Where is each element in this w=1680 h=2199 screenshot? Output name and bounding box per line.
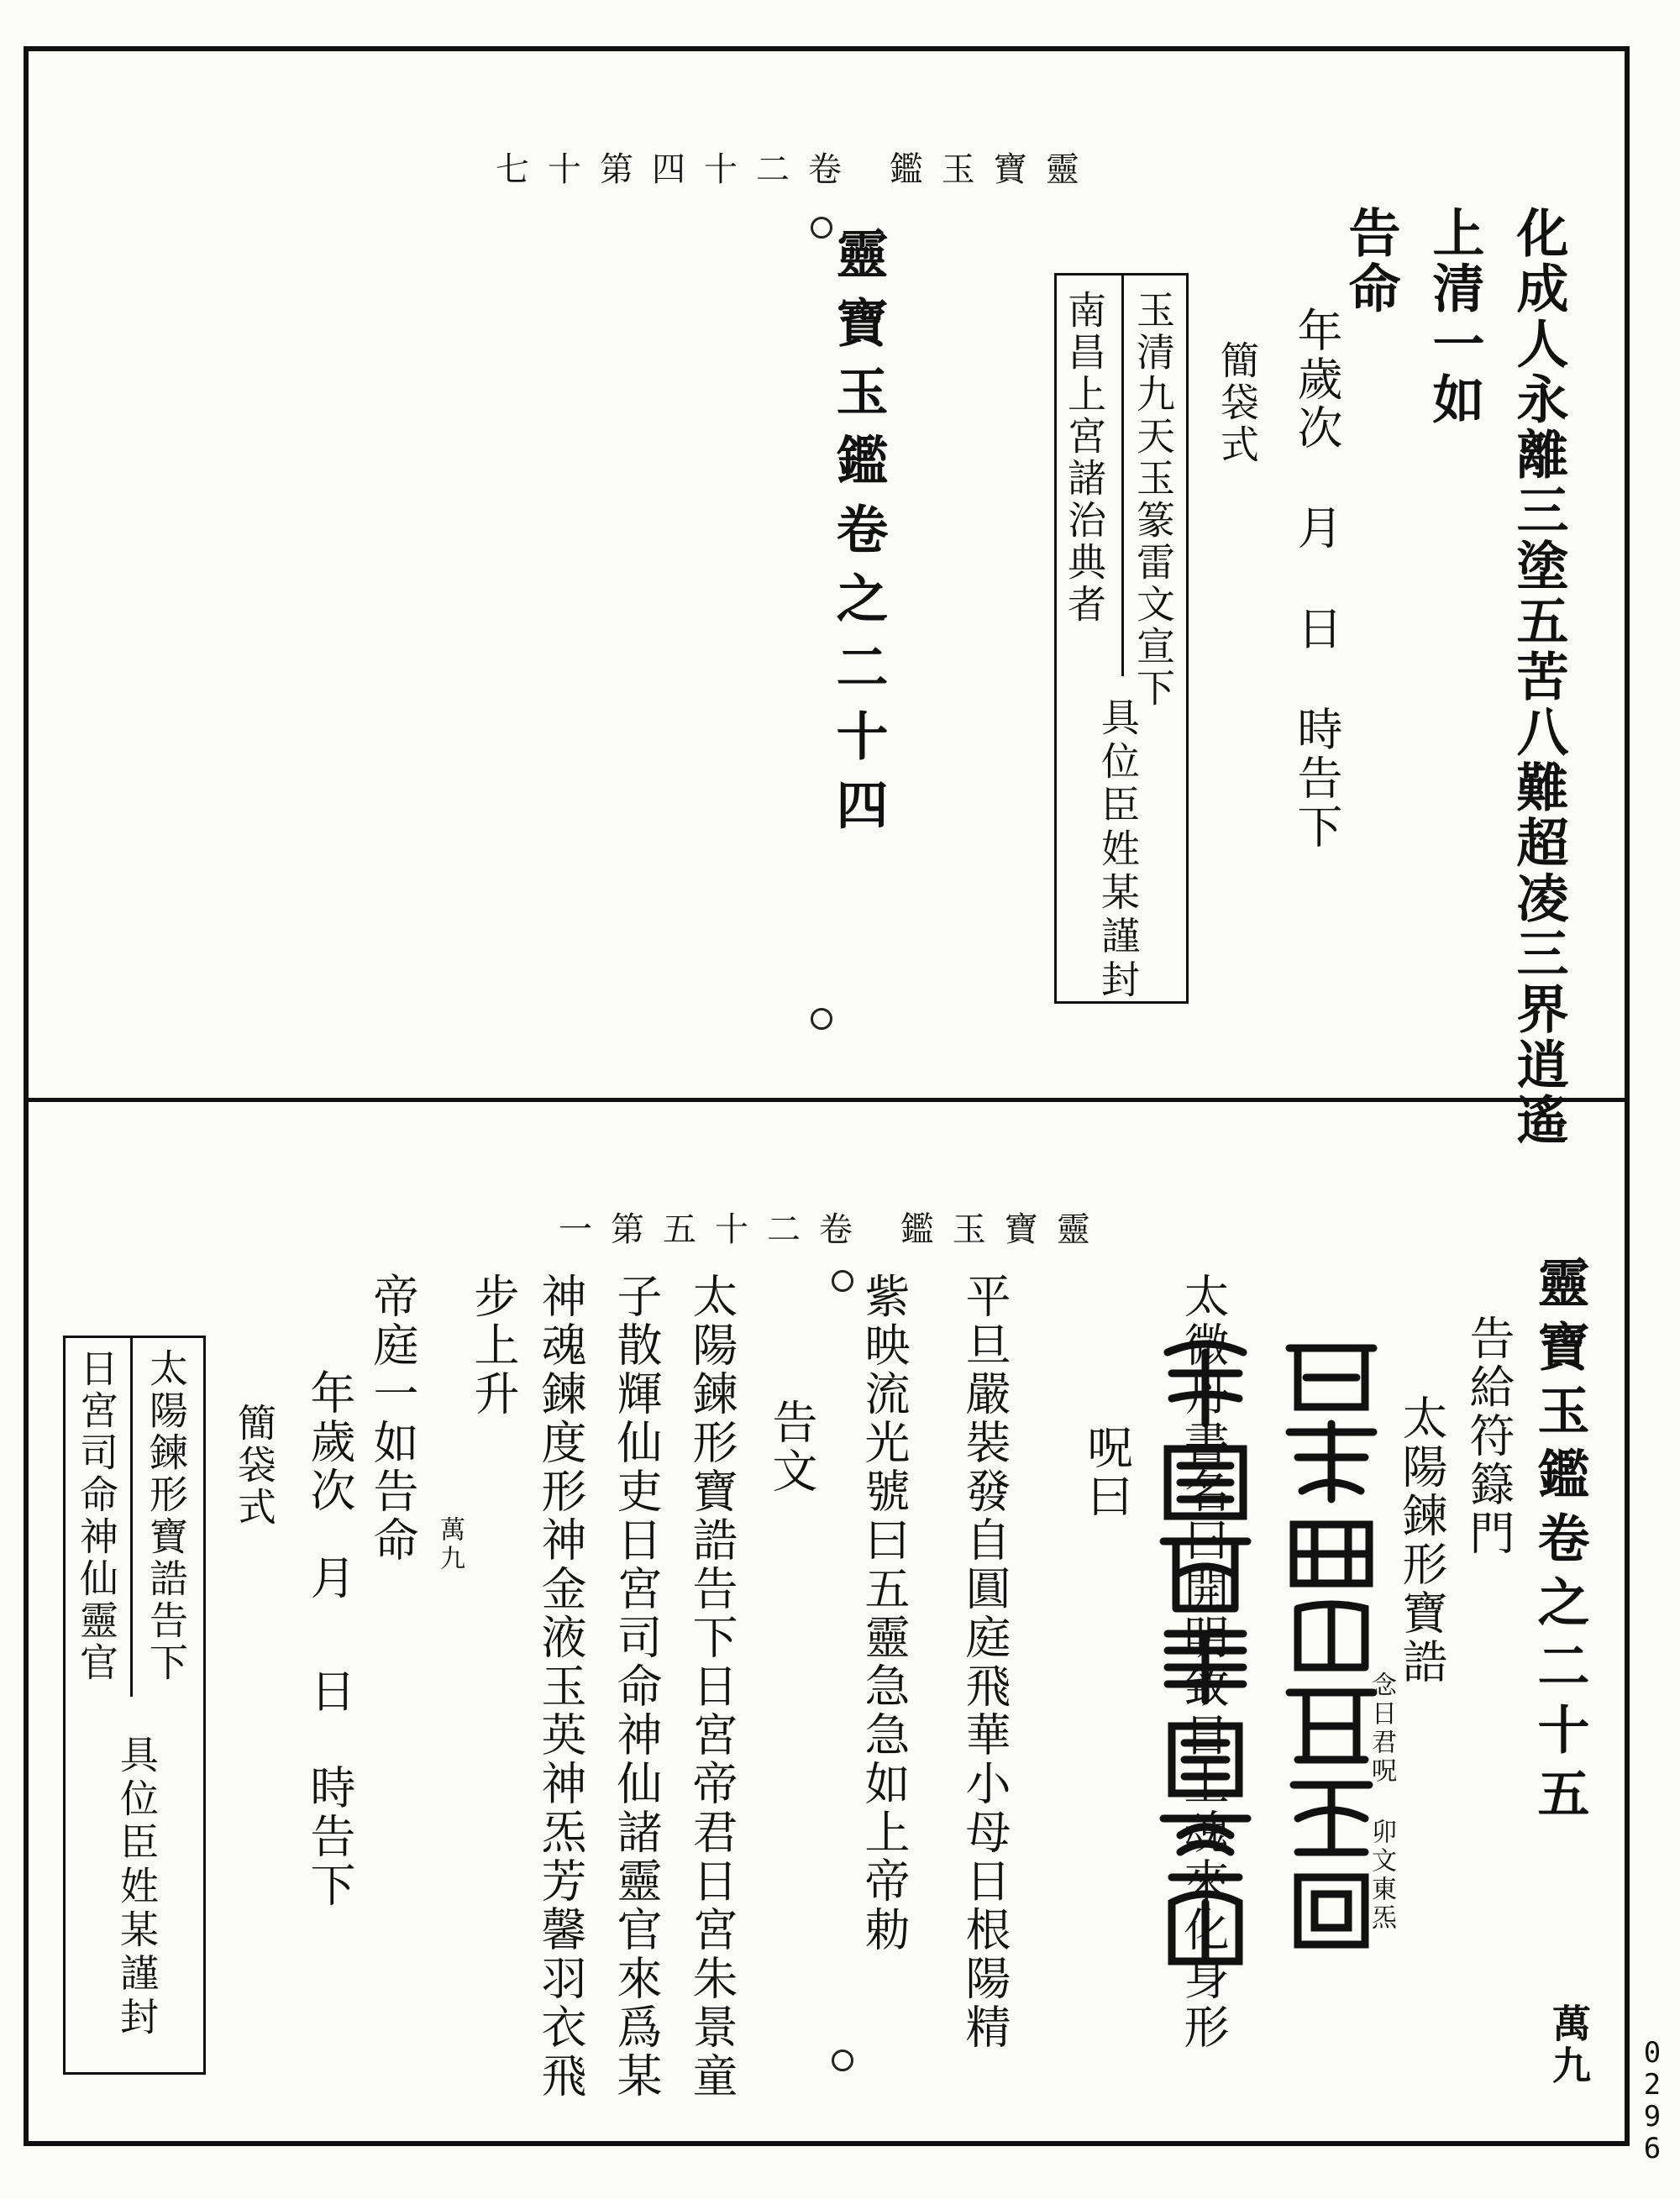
bottom-date-day: 日 bbox=[303, 1667, 356, 1716]
top-text-column-3: 告命 bbox=[1340, 206, 1401, 317]
bottom-running-header: 一第五十二卷 鑑玉寶靈 bbox=[559, 1210, 1109, 1249]
bottom-text-column-6: 神魂鍊度形神金液玉英神炁芳馨羽衣飛 bbox=[534, 1273, 587, 2101]
bottom-notice-label: 告文 bbox=[765, 1399, 818, 1496]
bottom-text-column-5: 子散輝仙吏日宮司命神仙諸靈官來爲某 bbox=[610, 1273, 663, 2101]
top-date-time: 時告下 bbox=[1290, 706, 1343, 852]
bottom-subsection-title: 太陽鍊形寶誥 bbox=[1395, 1394, 1448, 1687]
bottom-text-column-2: 平旦嚴裝發自圓庭飛華小母日根陽精 bbox=[958, 1273, 1011, 2052]
circle-mark bbox=[832, 1270, 853, 1292]
bottom-date-time: 時告下 bbox=[303, 1764, 356, 1910]
bottom-incantation-label: 呪曰 bbox=[1080, 1424, 1133, 1521]
bottom-envelope-line-3: 具位臣姓某謹封 bbox=[114, 1735, 160, 2040]
top-date-month: 月 bbox=[1290, 504, 1343, 553]
bottom-text-column-1: 太微丹書名曰開明致日上魂來化身形 bbox=[1177, 1273, 1230, 2052]
bottom-text-column-4: 太陽鍊形寶誥告下日宮帝君日宮朱景童 bbox=[685, 1273, 738, 2101]
bottom-small-note: 念日君呪 卯文東炁 bbox=[1367, 1672, 1396, 1933]
bottom-small-mark: 萬九 bbox=[435, 1516, 465, 1573]
bottom-date-month: 月 bbox=[303, 1554, 356, 1603]
circle-mark bbox=[832, 2049, 853, 2071]
bottom-envelope-style-label: 簡袋式 bbox=[232, 1403, 277, 1529]
top-text-column-2: 上清一如 bbox=[1424, 206, 1485, 428]
top-envelope-line-2: 南昌上宮諸治典者 bbox=[1062, 290, 1107, 626]
circle-mark bbox=[811, 1008, 832, 1030]
page-number: 0296 bbox=[1643, 2036, 1662, 2165]
bottom-envelope-line-2: 日宮司命神仙靈官 bbox=[74, 1348, 119, 1684]
seal-glyph-column-1 bbox=[1281, 1331, 1382, 1978]
bottom-side-mark: 萬九 bbox=[1546, 2003, 1592, 2087]
bottom-text-column-7: 步上升 bbox=[467, 1273, 520, 1419]
top-volume-title: 靈寶玉鑑卷之二十四 bbox=[827, 227, 889, 847]
top-envelope-line-3: 具位臣姓某謹封 bbox=[1095, 697, 1141, 1003]
top-running-header: 七十第四十二卷 鑑玉寶靈 bbox=[496, 150, 1098, 189]
bottom-envelope-rule bbox=[130, 1336, 133, 1697]
top-envelope-rule bbox=[1121, 273, 1124, 676]
top-date-year: 年歲次 bbox=[1290, 307, 1343, 453]
bottom-date-year: 年歲次 bbox=[303, 1369, 356, 1515]
bottom-text-column-8: 帝庭一如告命 bbox=[366, 1273, 419, 1565]
top-text-column-1: 化成人永離三塗五苦八難超凌三界逍遙 bbox=[1508, 206, 1569, 1148]
bottom-section-title: 告給符籙門 bbox=[1462, 1315, 1515, 1558]
bottom-volume-title: 靈寶玉鑑卷之二十五 bbox=[1529, 1256, 1590, 1830]
top-envelope-style-label: 簡袋式 bbox=[1215, 340, 1260, 466]
section-divider bbox=[24, 1098, 1630, 1102]
top-date-day: 日 bbox=[1290, 605, 1343, 653]
top-envelope-line-1: 玉清九天玉篆雷文宣下 bbox=[1131, 290, 1176, 710]
bottom-envelope-line-1: 太陽鍊形寶誥告下 bbox=[144, 1348, 189, 1684]
bottom-text-column-3: 紫映流光號曰五靈急急如上帝勅 bbox=[858, 1273, 911, 1955]
